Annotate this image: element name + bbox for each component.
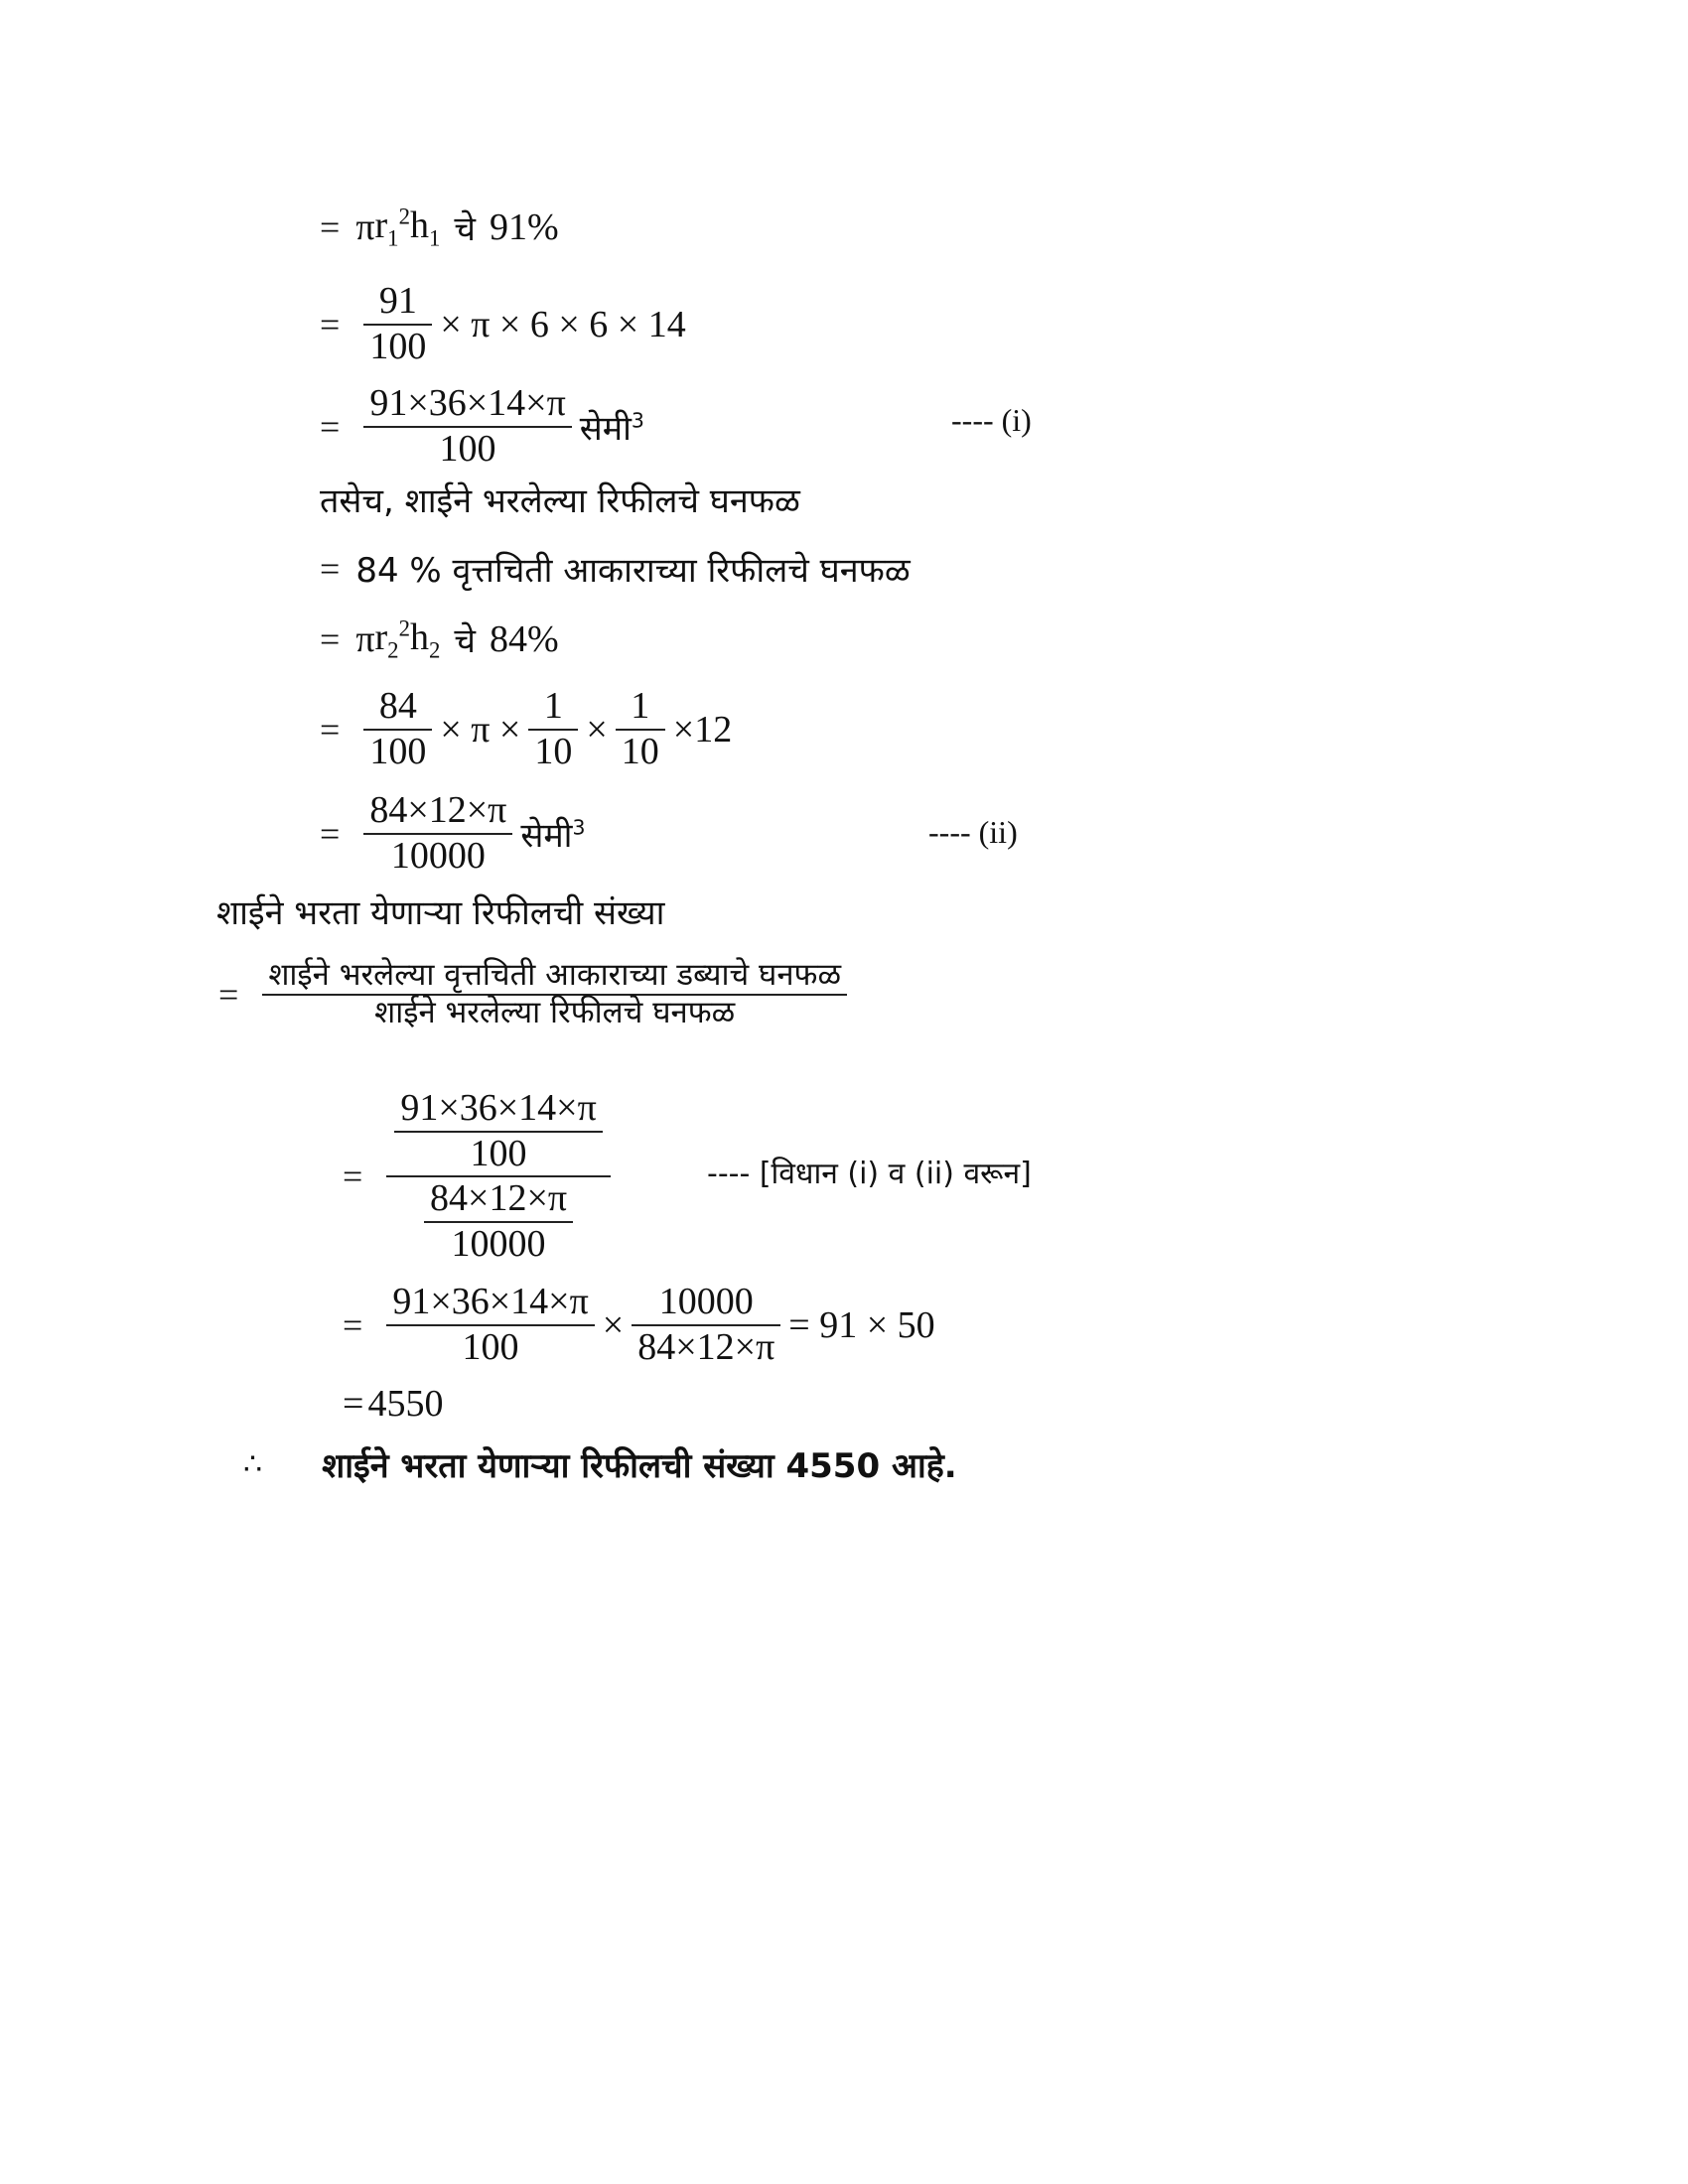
denominator: 100 <box>439 427 496 470</box>
operator: × π × <box>440 708 521 751</box>
unit-cm: सेमी$^3$ <box>520 815 586 856</box>
operator: ×12 <box>672 708 733 751</box>
conclusion-line <box>243 1441 957 1487</box>
step-7-line <box>320 789 585 878</box>
equals-sign: = <box>320 549 341 589</box>
equals-sign: = <box>320 709 341 750</box>
operator: × <box>602 1303 625 1346</box>
equals-sign: = <box>320 304 341 344</box>
numerator: शाईने भरलेल्या वृत्तचिती आकाराच्या डब्याचे घनफळ <box>268 957 842 993</box>
word-che: चे <box>454 209 476 250</box>
fraction: $\frac{91\times 36\times 14\times\pi}{100}$ <box>386 1281 594 1369</box>
compound-fraction-line <box>343 1087 619 1267</box>
denominator: शाईने भरलेल्या रिफीलचे घनफळ <box>374 994 736 1030</box>
equation-tag-i: ---- (i) <box>951 402 1032 438</box>
ratio-line <box>218 958 855 1030</box>
unit-cm: सेमी$^3$ <box>579 408 644 449</box>
fraction <box>363 280 432 368</box>
fraction: $\frac{1}{10}$ <box>528 685 578 773</box>
fraction: $\frac{84}{100}$ <box>363 685 432 773</box>
fraction: $\frac{1}{10}$ <box>616 685 665 773</box>
text-line-1: तसेच, शाईने भरलेल्या रिफीलचे घनफळ <box>320 481 800 521</box>
equals-sign: = <box>320 207 341 248</box>
height-variable: $h_2$ <box>409 616 441 663</box>
word-che: चे <box>454 621 476 662</box>
therefore-symbol: ∴ <box>243 1447 263 1481</box>
step-6-line <box>320 685 732 773</box>
bottom-fraction: $\frac{84\times 12\times\pi}{10000}$ <box>424 1177 573 1266</box>
radius-variable: $r_1^2$ <box>374 204 410 251</box>
height-variable: $h_1$ <box>409 205 441 251</box>
compound-fraction <box>386 1087 610 1267</box>
step-4-line <box>320 546 911 592</box>
step-9-line <box>343 1382 443 1426</box>
step-5-line <box>320 615 559 664</box>
equals-sign: = <box>320 619 341 660</box>
denominator: 100 <box>369 325 427 367</box>
fraction: $\frac{10000}{84\times 12\times\pi}$ <box>632 1281 780 1369</box>
equals-sign: = <box>218 974 239 1015</box>
final-value: 4550 <box>367 1383 444 1425</box>
equals-sign: = <box>320 813 341 854</box>
pi-symbol: π <box>355 206 375 249</box>
numerator: 91 <box>378 280 417 322</box>
equation-tag-ii: ---- (ii) <box>928 814 1018 850</box>
section-heading: शाईने भरता येणाऱ्या रिफीलची संख्या <box>216 893 665 933</box>
result-expression: = 91 × 50 <box>788 1303 935 1346</box>
step-1-line <box>320 204 559 252</box>
equals-sign: = <box>343 1157 363 1197</box>
step-2-line <box>320 280 686 368</box>
equals-sign: = <box>320 406 341 447</box>
top-fraction: $\frac{91\times 36\times 14\times\pi}{100}$ <box>394 1087 602 1175</box>
pi-symbol: π <box>355 618 375 661</box>
numerator: 91×36×14×π <box>369 382 566 424</box>
conclusion-text: शाईने भरता येणाऱ्या रिफीलची संख्या 4550 आहे. <box>322 1446 957 1486</box>
operator: × <box>586 708 608 751</box>
percent-value: 84% <box>489 618 559 661</box>
word-fraction <box>262 958 847 1030</box>
radius-variable: $r_2^2$ <box>374 615 410 663</box>
fraction: $\frac{84\times 12\times\pi}{10000}$ <box>363 789 512 878</box>
fraction <box>363 382 571 471</box>
step-8-line <box>343 1281 935 1369</box>
equals-sign: = <box>343 1304 363 1345</box>
equals-sign: = <box>343 1383 364 1425</box>
reference-annotation: ---- [विधान (i) व (ii) वरून] <box>707 1157 1032 1191</box>
step-4-text: 84 % वृत्तचिती आकाराच्या रिफीलचे घनफळ <box>355 551 911 591</box>
percent-value: 91% <box>489 206 559 249</box>
step-3-line <box>320 382 644 471</box>
product-expression: × π × 6 × 6 × 14 <box>440 303 686 345</box>
